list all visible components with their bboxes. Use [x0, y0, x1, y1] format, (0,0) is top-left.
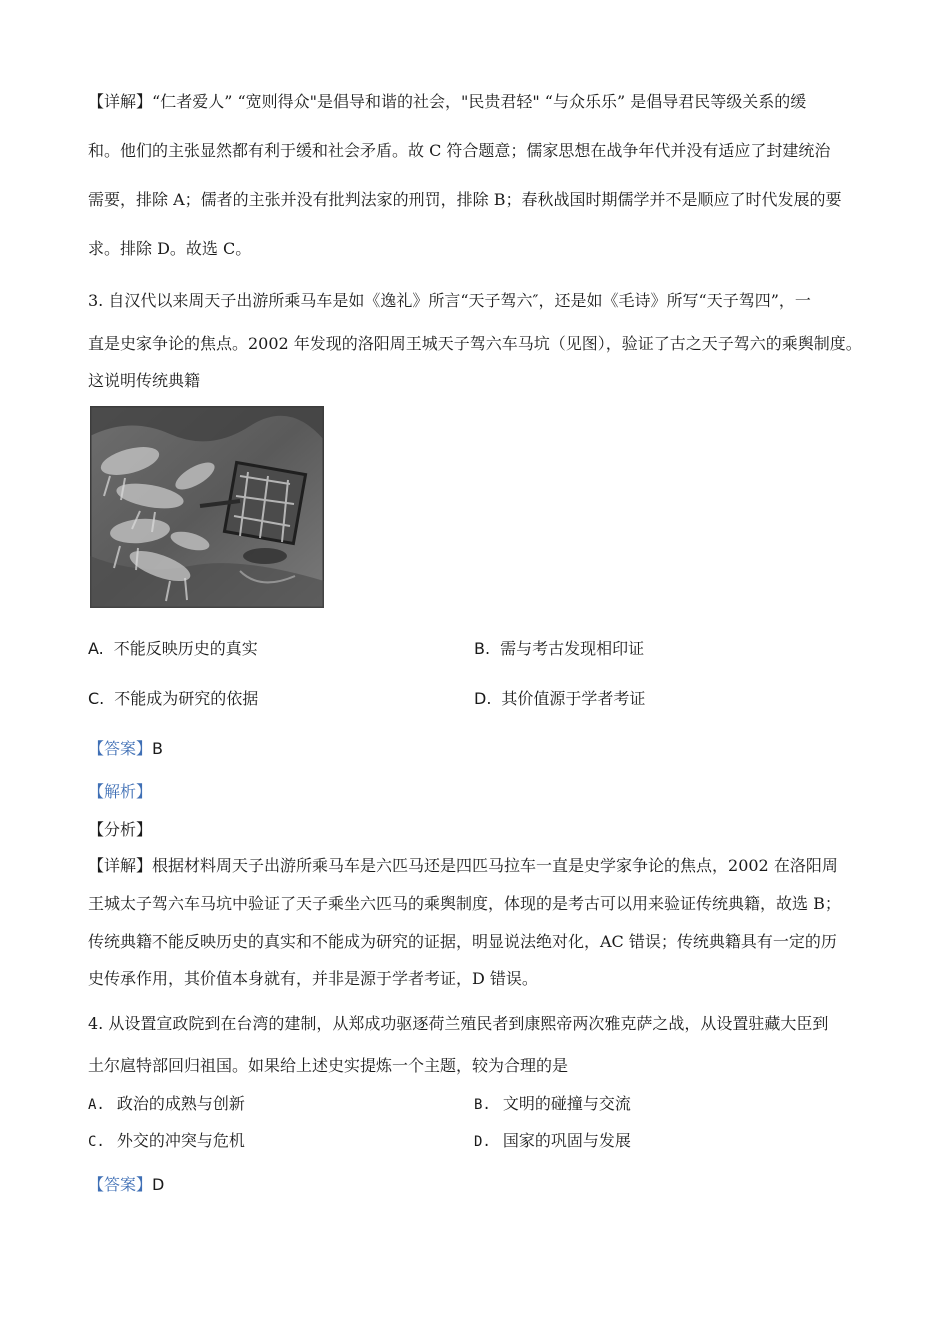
- q4-answer: [88, 1172, 866, 1195]
- q3-stem-line-2: 直是史家争论的焦点。2002 年发现的洛阳周王城天子驾六车马坑（见图），验证了古之天子驾六的乘舆制度。: [88, 334, 862, 353]
- answer-value: D: [152, 1175, 165, 1194]
- q2-detail-line-4: 求。排除 D。故选 C。: [88, 239, 252, 258]
- q4-stem-line-2: 土尔扈特部回归祖国。如果给上述史实提炼一个主题，较为合理的是: [88, 1056, 569, 1075]
- q3-stem-line-3: 这说明传统典籍: [88, 371, 201, 390]
- answer-value: B: [152, 739, 163, 758]
- q4-option-c[interactable]: C. 外交的冲突与危机: [88, 1131, 245, 1150]
- q3-detail-line-3: 传统典籍不能反映历史的真实和不能成为研究的证据，明显说法绝对化，AC 错误；传统典籍具有一定的历: [88, 932, 837, 951]
- q2-detail-line-2: 和。他们的主张显然都有利于缓和社会矛盾。故 C 符合题意；儒家思想在战争年代并没有适应了封建统治: [88, 141, 831, 160]
- q4-option-a[interactable]: A. 政治的成熟与创新: [88, 1094, 245, 1113]
- q3-fenxi-label: 【分析】: [88, 820, 153, 839]
- q3-stem-line-1: 3. 自汉代以来周天子出游所乘马车是如《逸礼》所言“天子驾六″，还是如《毛诗》所写“天子驾四”，一: [88, 291, 811, 310]
- q3-analysis-label: 【解析】: [88, 782, 153, 801]
- q2-detail-line-1: 【详解】“仁者爱人” “宽则得众"是倡导和谐的社会，"民贵君轻" “与众乐乐” 是倡导君民等级关系的缓: [88, 92, 807, 111]
- answer-label: 【答案】: [88, 1175, 153, 1194]
- q3-detail-line-4: 史传承作用，其价值本身就有，并非是源于学者考证，D 错误。: [88, 969, 538, 988]
- chariot-pit-photo: [90, 406, 324, 608]
- q2-detail-line-3: 需要，排除 A；儒者的主张并没有批判法家的刑罚，排除 B；春秋战国时期儒学并不是顺应了时代发展的要: [88, 190, 842, 209]
- q2-detail-label: 【详解】: [88, 92, 153, 111]
- q3-answer: [88, 736, 866, 759]
- q3-detail-line-1: 【详解】根据材料周天子出游所乘马车是六匹马还是四匹马拉车一直是史学家争论的焦点，2002 在洛阳周: [88, 856, 838, 875]
- q4-stem-line-1: 4. 从设置宣政院到在台湾的建制，从郑成功驱逐荷兰殖民者到康熙帝两次雅克萨之战，从设置驻藏大臣到: [88, 1014, 829, 1033]
- answer-label: 【答案】: [88, 739, 153, 758]
- q3-option-b[interactable]: B. 需与考古发现相印证: [474, 639, 645, 658]
- q3-detail-line-2: 王城太子驾六车马坑中验证了天子乘坐六匹马的乘舆制度，体现的是考古可以用来验证传统典籍，故选 B；: [88, 894, 841, 913]
- q4-option-b[interactable]: B. 文明的碰撞与交流: [474, 1094, 631, 1113]
- q3-option-d[interactable]: D. 其价值源于学者考证: [474, 689, 646, 708]
- q3-option-a[interactable]: A. 不能反映历史的真实: [88, 639, 258, 658]
- q3-detail-label: 【详解】: [88, 856, 153, 875]
- q3-option-c[interactable]: C. 不能成为研究的依据: [88, 689, 259, 708]
- q4-option-d[interactable]: D. 国家的巩固与发展: [474, 1131, 631, 1150]
